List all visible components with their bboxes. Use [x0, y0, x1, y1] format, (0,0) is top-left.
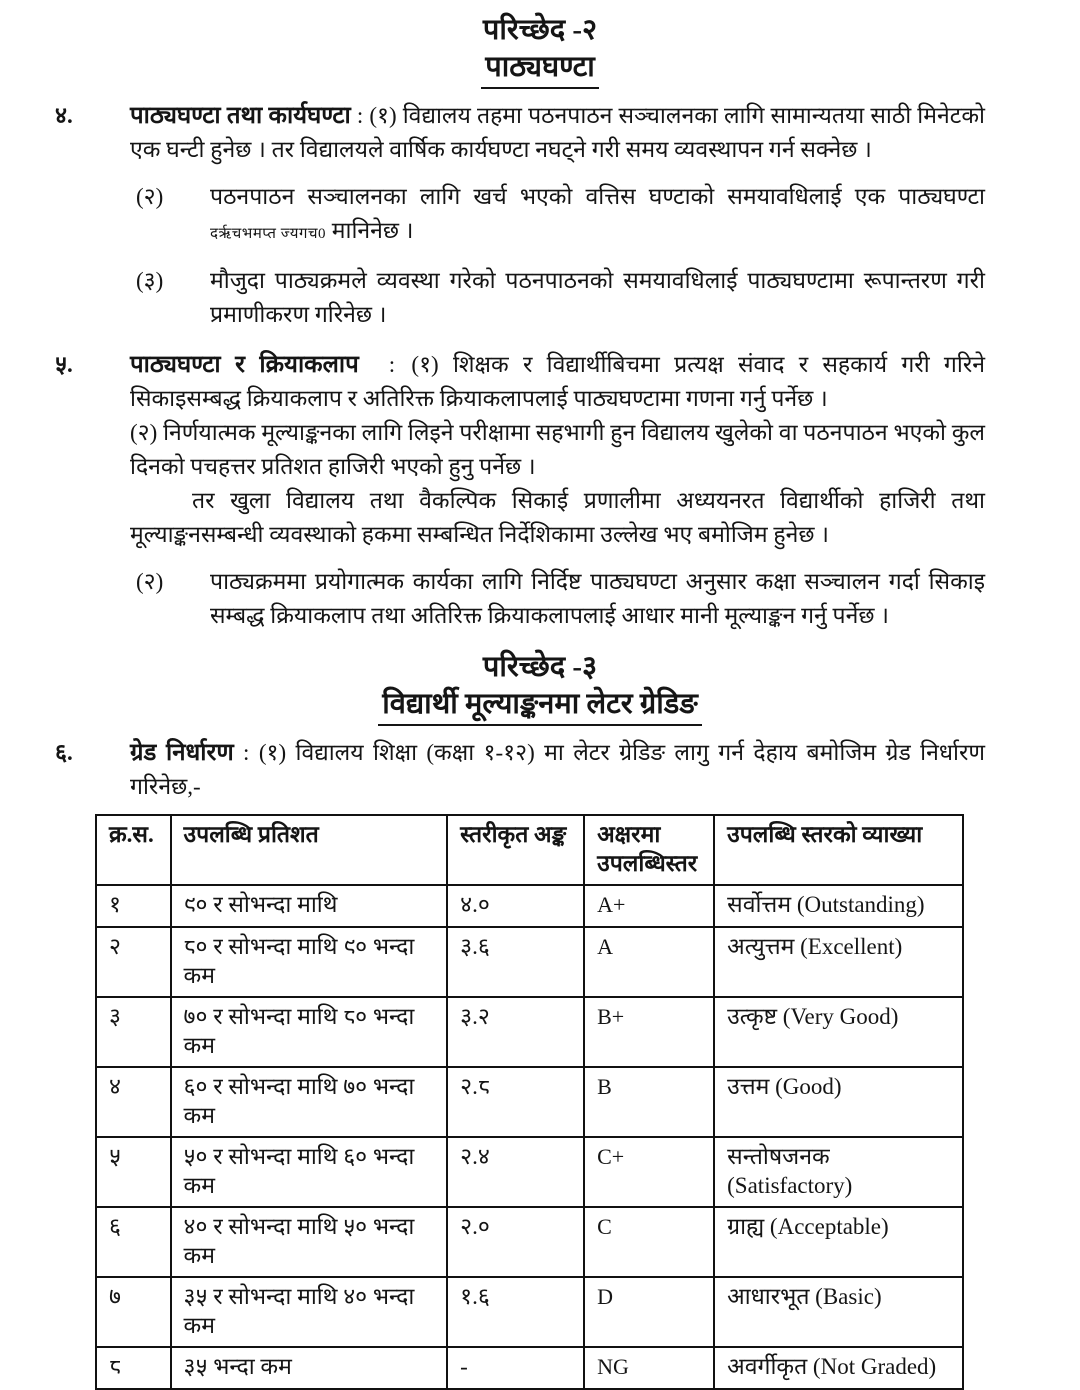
cell-gpa: ३.२	[447, 997, 584, 1067]
section-4-number: ४.	[55, 103, 73, 128]
cell-desc: उत्तम (Good)	[714, 1067, 963, 1137]
section-4-colon: :	[350, 103, 370, 128]
chapter-3-subtitle	[0, 685, 1080, 726]
section-4-sub-3-number: (३)	[136, 268, 164, 293]
cell-gpa: २.०	[447, 1207, 584, 1277]
cell-desc: सर्वोत्तम (Outstanding)	[714, 885, 963, 927]
cell-range: ५० र सोभन्दा माथि ६० भन्दा कम	[171, 1137, 448, 1207]
section-4-clause-1	[130, 99, 985, 167]
cell-sn: ८	[96, 1347, 171, 1389]
cell-letter: C	[584, 1207, 714, 1277]
header-description: उपलब्धि स्तरको व्याख्या	[714, 815, 963, 885]
header-achievement-percent: उपलब्धि प्रतिशत	[171, 815, 448, 885]
header-gpa: स्तरीकृत अङ्क	[447, 815, 584, 885]
cell-letter: D	[584, 1277, 714, 1347]
cell-letter: A+	[584, 885, 714, 927]
section-5-sub-2-number: (२)	[136, 569, 164, 594]
table-row	[96, 927, 963, 997]
section-6-clause-1-text: (१) विद्यालय शिक्षा (कक्षा १-१२) मा लेटर ग्रेडिङ लागु गर्न देहाय बमोजिम ग्रेड निर्धारण गरिनेछ,-	[130, 740, 985, 799]
cell-letter: C+	[584, 1137, 714, 1207]
header-letter-grade: अक्षरमा उपलब्धिस्तर	[584, 815, 714, 885]
section-5-number: ५.	[55, 352, 73, 377]
cell-sn: ४	[96, 1067, 171, 1137]
section-5-body	[130, 348, 985, 633]
section-5-sub-2	[130, 565, 985, 633]
section-6-heading: ग्रेड निर्धारण	[130, 740, 234, 766]
section-5-sub-2-text: पाठ्यक्रममा प्रयोगात्मक कार्यका लागि निर्दिष्ट पाठ्यघण्टा अनुसार कक्षा सञ्चालन गर्दा सिकाइ सम्बद्ध क्रियाकलाप तथा अतिरिक्त क्रियाकलापलाई आधार मानी मूल्याङ्कन गर्नु पर्नेछ ।	[210, 569, 985, 628]
cell-gpa: २.४	[447, 1137, 584, 1207]
section-5	[55, 348, 985, 633]
cell-range: ७० र सोभन्दा माथि ८० भन्दा कम	[171, 997, 448, 1067]
cell-gpa: ४.०	[447, 885, 584, 927]
header-serial-number: क्र.स.	[96, 815, 171, 885]
section-5-proviso: तर खुला विद्यालय तथा वैकल्पिक सिकाई प्रणालीमा अध्ययनरत विद्यार्थीको हाजिरी तथा मूल्याङ्कनसम्बन्धी व्यवस्थाको हकमा सम्बन्धित निर्देशिकामा उल्लेख भए बमोजिम हुनेछ ।	[130, 488, 985, 547]
table-row	[96, 1207, 963, 1277]
section-5-clause-1-text: (१) शिक्षक र विद्यार्थीबिचमा प्रत्यक्ष संवाद र सहकार्य गरी गरिने सिकाइसम्बद्ध क्रियाकलाप र अतिरिक्त क्रियाकलापलाई पाठ्यघण्टामा गणना गर्नु पर्नेछ ।	[130, 352, 986, 411]
section-5-heading: पाठ्यघण्टा र क्रियाकलाप	[130, 352, 359, 378]
table-row	[96, 1137, 963, 1207]
chapter-2-title: परिच्छेद -२	[482, 14, 598, 46]
chapter-3-title: परिच्छेद -३	[482, 651, 598, 683]
cell-range: ८० र सोभन्दा माथि ९० भन्दा कम	[171, 927, 448, 997]
section-4-sub-2-before: पठनपाठन सञ्चालनका लागि खर्च भएको वत्तिस घण्टाको समयावधिलाई एक पाठ्यघण्टा	[210, 184, 985, 209]
chapter-2-subtitle-text: पाठ्यघण्टा	[481, 48, 598, 89]
section-4-sub-3	[130, 264, 985, 332]
cell-letter: B	[584, 1067, 714, 1137]
cell-sn: ६	[96, 1207, 171, 1277]
cell-sn: २	[96, 927, 171, 997]
letter-grading-table	[95, 814, 964, 1390]
section-4-sub-2-number: (२)	[136, 184, 164, 209]
cell-desc: अत्युत्तम (Excellent)	[714, 927, 963, 997]
cell-desc: ग्राह्य (Acceptable)	[714, 1207, 963, 1277]
table-row	[96, 1067, 963, 1137]
cell-letter: B+	[584, 997, 714, 1067]
chapter-3-subtitle-text: विद्यार्थी मूल्याङ्कनमा लेटर ग्रेडिङ	[378, 685, 701, 726]
section-5-clause-1	[130, 348, 985, 416]
cell-letter: A	[584, 927, 714, 997]
section-4-body	[130, 99, 985, 332]
cell-sn: १	[96, 885, 171, 927]
cell-gpa: ३.६	[447, 927, 584, 997]
table-row	[96, 1347, 963, 1389]
table-row	[96, 1277, 963, 1347]
cell-letter: NG	[584, 1347, 714, 1389]
section-6-colon: :	[233, 740, 259, 765]
section-5-clause-2: (२) निर्णयात्मक मूल्याङ्कनका लागि लिइने परीक्षामा सहभागी हुन विद्यालय खुलेको वा पठनपाठन भएको कुल दिनको पचहत्तर प्रतिशत हाजिरी भएको हुनु पर्नेछ ।	[130, 420, 985, 479]
cell-gpa: १.६	[447, 1277, 584, 1347]
section-4-sub-2-text	[210, 180, 985, 251]
section-6	[55, 736, 985, 804]
cell-gpa: २.८	[447, 1067, 584, 1137]
cell-desc: अवर्गीकृत (Not Graded)	[714, 1347, 963, 1389]
section-4-sub-2-small-note: दऋृचभमप्त ज्यगच0	[210, 226, 326, 242]
cell-sn: ७	[96, 1277, 171, 1347]
section-6-number: ६.	[55, 740, 73, 765]
cell-desc: आधारभूत (Basic)	[714, 1277, 963, 1347]
section-4-sub-2	[130, 180, 985, 251]
table-row	[96, 885, 963, 927]
cell-desc: सन्तोषजनक (Satisfactory)	[714, 1137, 963, 1207]
section-4-sub-2-after: मानिनेछ ।	[331, 218, 414, 243]
cell-range: ६० र सोभन्दा माथि ७० भन्दा कम	[171, 1067, 448, 1137]
table-row	[96, 997, 963, 1067]
section-6-body	[130, 736, 985, 804]
cell-range: ३५ र सोभन्दा माथि ४० भन्दा कम	[171, 1277, 448, 1347]
cell-desc: उत्कृष्ट (Very Good)	[714, 997, 963, 1067]
section-5-colon: :	[388, 352, 410, 377]
cell-sn: ५	[96, 1137, 171, 1207]
section-4-heading: पाठ्यघण्टा तथा कार्यघण्टा	[130, 103, 351, 129]
section-6-clause-1	[130, 736, 985, 804]
section-4-clause-1-text: (१) विद्यालय तहमा पठनपाठन सञ्चालनका लागि सामान्यतया साठी मिनेटको एक घन्टी हुनेछ । तर विद्यालयले वार्षिक कार्यघण्टा नघट्ने गरी समय व्यवस्थापन गर्न सक्नेछ ।	[130, 103, 985, 162]
section-4-sub-3-text: मौजुदा पाठ्यक्रमले व्यवस्था गरेको पठनपाठनको समयावधिलाई पाठ्यघण्टामा रूपान्तरण गरी प्रमाणीकरण गरिनेछ ।	[210, 268, 985, 327]
cell-sn: ३	[96, 997, 171, 1067]
cell-range: ९० र सोभन्दा माथि	[171, 885, 448, 927]
cell-range: ४० र सोभन्दा माथि ५० भन्दा कम	[171, 1207, 448, 1277]
chapter-2-subtitle	[0, 48, 1080, 89]
section-4	[55, 99, 985, 332]
table-header-row	[96, 815, 963, 885]
cell-gpa: -	[447, 1347, 584, 1389]
cell-range: ३५ भन्दा कम	[171, 1347, 448, 1389]
